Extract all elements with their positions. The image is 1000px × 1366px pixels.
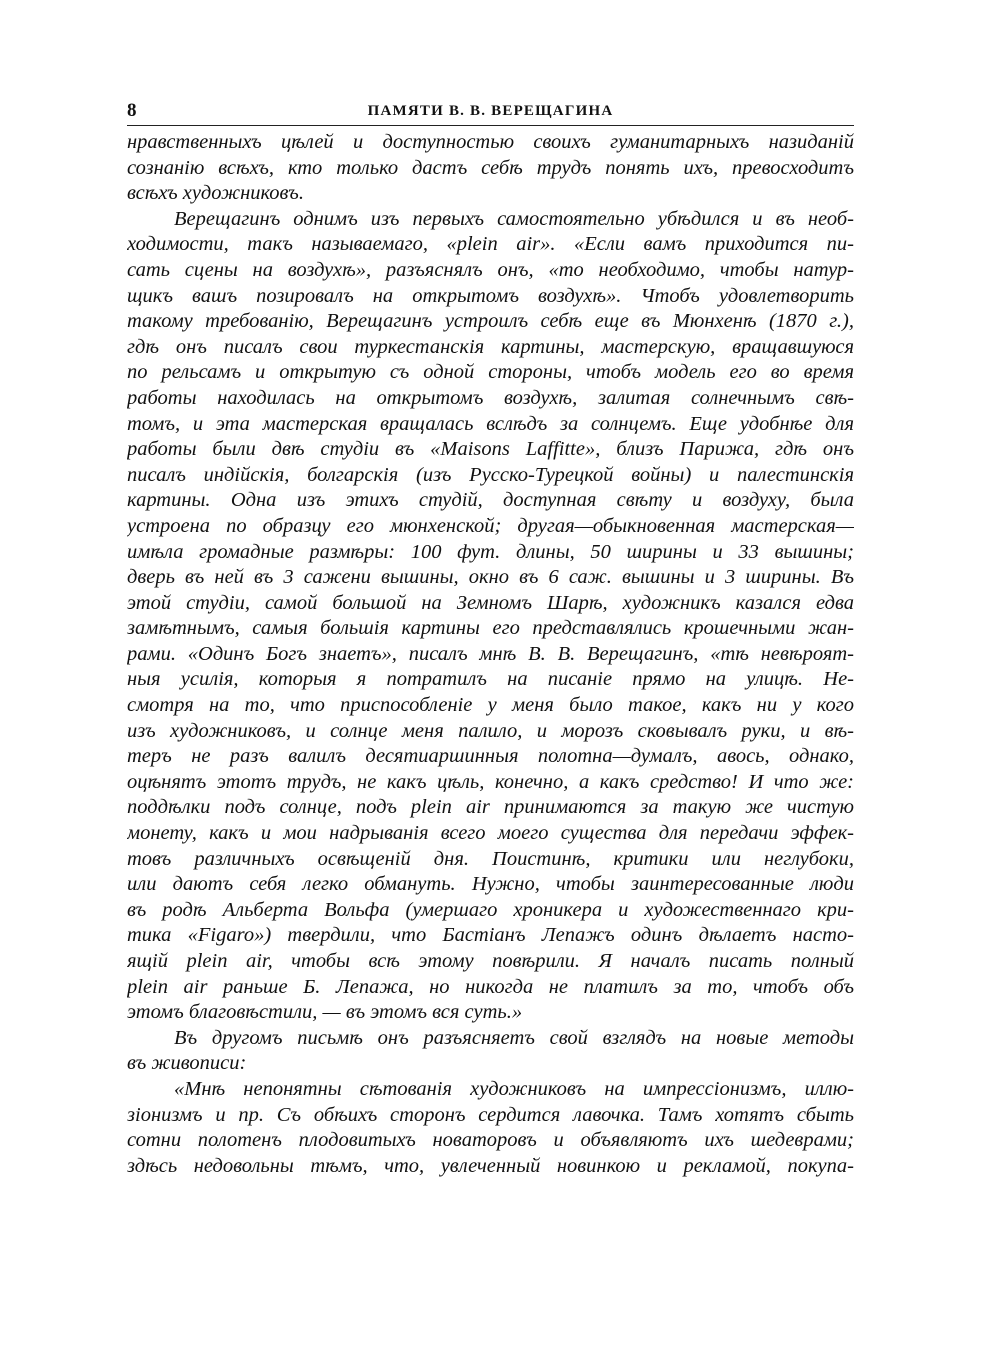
text-line: теръ не разъ валилъ десятиаршинныя полотна—думалъ, авось, однако,	[127, 745, 854, 768]
text-line: картины. Одна изъ этихъ студій, доступная свѣту и воздуху, была	[127, 489, 854, 512]
text-line: «Мнѣ непонятны сѣтованія художниковъ на импрессіонизмъ, иллю-	[174, 1077, 854, 1100]
text-line: щикъ вашъ позировалъ на открытомъ воздухѣ». Чтобъ удовлетворить	[127, 284, 854, 307]
text-line: нравственныхъ цѣлей и доступностью своихъ гуманитарныхъ назиданій	[127, 131, 854, 153]
text-line: или даютъ себя легко обмануть. Нужно, чтобы заинтересованные люди	[127, 873, 854, 896]
text-line: сать сцены на воздухѣ», разъяснялъ онъ, «то необходимо, чтобы натур-	[127, 258, 854, 281]
text-line: тика «Figaro») твердили, что Бастіанъ Лепажъ одинъ дѣлаетъ насто-	[127, 924, 854, 947]
text-line: здѣсь недовольны тѣмъ, что, увлеченный новинкою и рекламой, покупа-	[127, 1154, 854, 1177]
text-line: устроена по образцу его мюнхенской; другая—обыкновенная мастерская—	[127, 514, 854, 537]
text-line: зіонизмъ и пр. Съ обѣихъ сторонъ сердится лавочка. Тамъ хотятъ сбыть	[127, 1103, 854, 1126]
text-line: товъ различныхъ освѣщеній дня. Поистинѣ, критики или неглубоки,	[127, 847, 854, 870]
text-line: томъ, и эта мастерская вращалась вслѣдъ за солнцемъ. Еще удобнѣе для	[127, 412, 854, 435]
text-line: работы находилась на открытомъ воздухѣ, залитая солнечнымъ свѣ-	[127, 386, 854, 409]
text-line: въ живописи:	[127, 1052, 247, 1075]
text-line: поддѣлки подъ солнце, подъ plein air принимаются за такую же чистую	[127, 796, 854, 819]
text-line: сознанію всѣхъ, кто только дастъ себѣ трудъ понять ихъ, превосходитъ	[127, 156, 854, 179]
text-line: работы были двѣ студіи въ «Maisons Laffitte», близъ Парижа, гдѣ онъ	[127, 438, 854, 461]
text-line: сотни полотенъ плодовитыхъ новаторовъ и объявляютъ ихъ шедеврами;	[127, 1129, 854, 1152]
text-line: ныя усилія, которыя я потратилъ на писаніе прямо на улицѣ. Не-	[127, 668, 854, 691]
text-line: ходимости, такъ называемаго, «plein air». «Если вамъ приходится пи-	[127, 233, 854, 256]
text-line: изъ художниковъ, и солнце меня палило, и морозъ сковывалъ руки, и вѣ-	[127, 719, 854, 742]
text-line: по рельсамъ и открытую съ одной стороны, чтобъ модель его во время	[127, 361, 854, 384]
text-line: рами. «Одинъ Богъ знаетъ», писалъ мнѣ В. В. Верещагинъ, «тѣ невѣроят-	[127, 642, 854, 665]
running-head	[127, 100, 854, 122]
text-line: писалъ индійскія, болгарскія (изъ Русско-Турецкой войны) и палестинскія	[127, 463, 854, 486]
text-line: Верещагинъ однимъ изъ первыхъ самостоятельно убѣдился и въ необ-	[174, 207, 854, 230]
header-rule	[127, 125, 854, 126]
text-line: такому требованію, Верещагинъ устроилъ себѣ еще въ Мюнхенѣ (1870 г.),	[127, 310, 854, 333]
text-line: монету, какъ и мои надрыванія всего моего существа для передачи эффек-	[127, 822, 854, 845]
text-line: оцѣнятъ этотъ трудъ, не какъ цѣль, конечно, а какъ средство! И что же:	[127, 770, 854, 793]
page-number: 8	[127, 100, 137, 121]
text-line: всѣхъ художниковъ.	[127, 182, 304, 205]
text-line: ящій plein air, чтобы всѣ этому повѣрили. Я началъ писать полный	[127, 950, 854, 972]
running-title: ПАМЯТИ В. В. ВЕРЕЩАГИНА	[367, 103, 614, 119]
text-line: этомъ благовѣстили, — въ этомъ вся суть.»	[127, 1001, 523, 1024]
text-line: дверь въ ней въ 3 сажени вышины, окно въ 6 саж. вышины и 3 ширины. Въ	[127, 566, 854, 589]
text-line: въ родѣ Альберта Вольфа (умершаго хроникера и художественнаго кри-	[127, 898, 854, 921]
text-line: смотря на то, что приспособленіе у меня было такое, какъ ни у кого	[127, 694, 854, 717]
text-line: имѣла громадные размѣры: 100 фут. длины, 50 ширины и 33 вышины;	[127, 540, 854, 563]
text-line: plein air раньше Б. Лепажа, но никогда не платилъ за то, чтобъ объ	[127, 975, 854, 998]
text-line: гдѣ онъ писалъ свои туркестанскія картины, мастерскую, вращавшуюся	[127, 335, 854, 358]
body-text	[127, 130, 854, 1179]
text-line: Въ другомъ письмѣ онъ разъясняетъ свой взглядъ на новые методы	[174, 1026, 854, 1049]
text-line: замѣтнымъ, самыя большія картины его представлялись крошечными жан-	[127, 617, 854, 640]
text-line: этой студіи, самой большой на Земномъ Шарѣ, художникъ казался едва	[127, 591, 854, 614]
